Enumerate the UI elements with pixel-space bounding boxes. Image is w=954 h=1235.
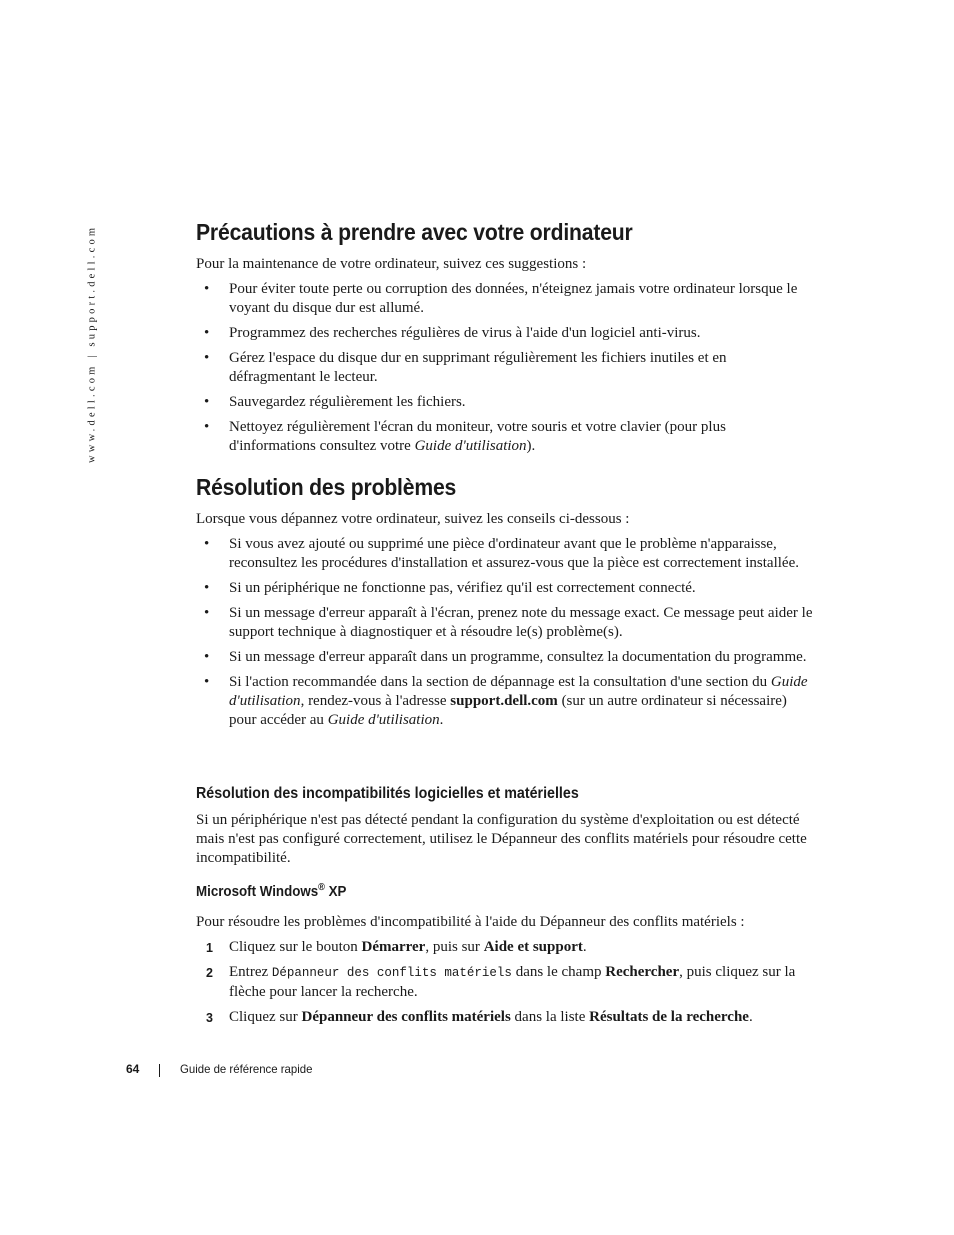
bullet-icon: • xyxy=(204,674,210,690)
step-number: 3 xyxy=(206,1011,213,1025)
subsection-title: Résolution des incompatibilités logicielles et matérielles xyxy=(196,785,579,802)
windows-body xyxy=(196,913,816,1033)
footer-title: Guide de référence rapide xyxy=(180,1062,313,1076)
side-url: www.dell.com | support.dell.com xyxy=(86,224,98,464)
subsection-body xyxy=(196,811,816,868)
list-item: • Gérez l'espace du disque dur en supprimant régulièrement les fichiers inutiles et en défragmentant le lecteur. xyxy=(204,350,727,385)
support-link: support.dell.com xyxy=(450,693,558,709)
section-troubleshooting xyxy=(196,474,816,501)
bullet-icon: • xyxy=(204,536,210,552)
step-item: 2 Entrez Dépanneur des conflits matériels dans le champ Rechercher, puis cliquez sur la flèche pour lancer la recherche. xyxy=(206,964,796,1000)
list-item: • Si un périphérique ne fonctionne pas, vérifiez qu'il est correctement connecté. xyxy=(204,580,696,596)
bullet-icon: • xyxy=(204,350,210,366)
list-item: • Si un message d'erreur apparaît à l'écran, prenez note du message exact. Ce message peut aider le support technique à diagnostiquer et à résoudre le(s) problème(s). xyxy=(204,605,813,640)
page-number: 64 xyxy=(126,1062,140,1076)
step-item: 1 Cliquez sur le bouton Démarrer, puis sur Aide et support. xyxy=(196,938,816,957)
list-item: • Si vous avez ajouté ou supprimé une pièce d'ordinateur avant que le problème n'apparaisse, reconsultez les procédures d'installation et assurez-vous que la pièce est correctement installée. xyxy=(204,536,799,571)
bullet-icon: • xyxy=(204,580,210,596)
section-maintenance xyxy=(196,219,816,246)
precautions-list xyxy=(196,280,816,456)
section-title-resolution: Résolution des problèmes xyxy=(196,474,457,500)
troubleshooting-list xyxy=(196,535,816,730)
footer-divider xyxy=(159,1064,160,1077)
list-item: • Si un message d'erreur apparaît dans un programme, consultez la documentation du programme. xyxy=(204,649,807,665)
windows-title: Microsoft Windows® XP xyxy=(196,882,347,900)
list-item: • Si l'action recommandée dans la section de dépannage est la consultation d'une section du Guide d'utilisation, rendez-vous à l'adresse support.dell.com (sur un autre ordinateur si nécessaire) pour accéder au Guide d'utilisation. xyxy=(204,674,808,728)
section-title-precautions: Précautions à prendre avec votre ordinateur xyxy=(196,219,633,245)
bullet-icon: • xyxy=(204,394,210,410)
section-maintenance-body xyxy=(196,255,816,462)
bullet-icon: • xyxy=(204,649,210,665)
bullet-icon: • xyxy=(204,281,210,297)
list-item: • Nettoyez régulièrement l'écran du moniteur, votre souris et votre clavier (pour plus d'informations consultez votre Guide d'utilisation). xyxy=(204,419,726,454)
step-item: 3 Cliquez sur Dépanneur des conflits matériels dans la liste Résultats de la recherche. xyxy=(196,1008,816,1027)
subsection-incompatibilities xyxy=(196,785,816,803)
subsection-text: Si un périphérique n'est pas détecté pendant la configuration du système d'exploitation ou est détecté mais n'est pas configuré correctement, utilisez le Dépanneur des conflits matériels pour résoudre cette incompatibilité. xyxy=(196,812,807,866)
bullet-icon: • xyxy=(204,325,210,341)
code-text: Dépanneur des conflits matériels xyxy=(271,966,512,980)
step-number: 1 xyxy=(206,941,213,955)
list-item: • Sauvegardez régulièrement les fichiers. xyxy=(204,394,466,410)
windows-heading xyxy=(196,882,816,900)
list-item: • Programmez des recherches régulières de virus à l'aide d'un logiciel anti-virus. xyxy=(204,325,701,341)
step-number: 2 xyxy=(206,966,213,980)
bullet-icon: • xyxy=(204,419,210,435)
section-intro: Lorsque vous dépannez votre ordinateur, suivez les conseils ci-dessous : xyxy=(196,511,630,527)
section-intro: Pour la maintenance de votre ordinateur, suivez ces suggestions : xyxy=(196,256,587,272)
section-troubleshooting-body xyxy=(196,510,816,736)
list-item: • Pour éviter toute perte ou corruption des données, n'éteignez jamais votre ordinateur lorsque le voyant du disque dur est allumé. xyxy=(204,281,798,316)
bullet-icon: • xyxy=(204,605,210,621)
page-footer xyxy=(0,1062,954,1082)
steps-list xyxy=(196,938,816,1027)
windows-intro: Pour résoudre les problèmes d'incompatibilité à l'aide du Dépanneur des conflits matériels : xyxy=(196,914,745,930)
